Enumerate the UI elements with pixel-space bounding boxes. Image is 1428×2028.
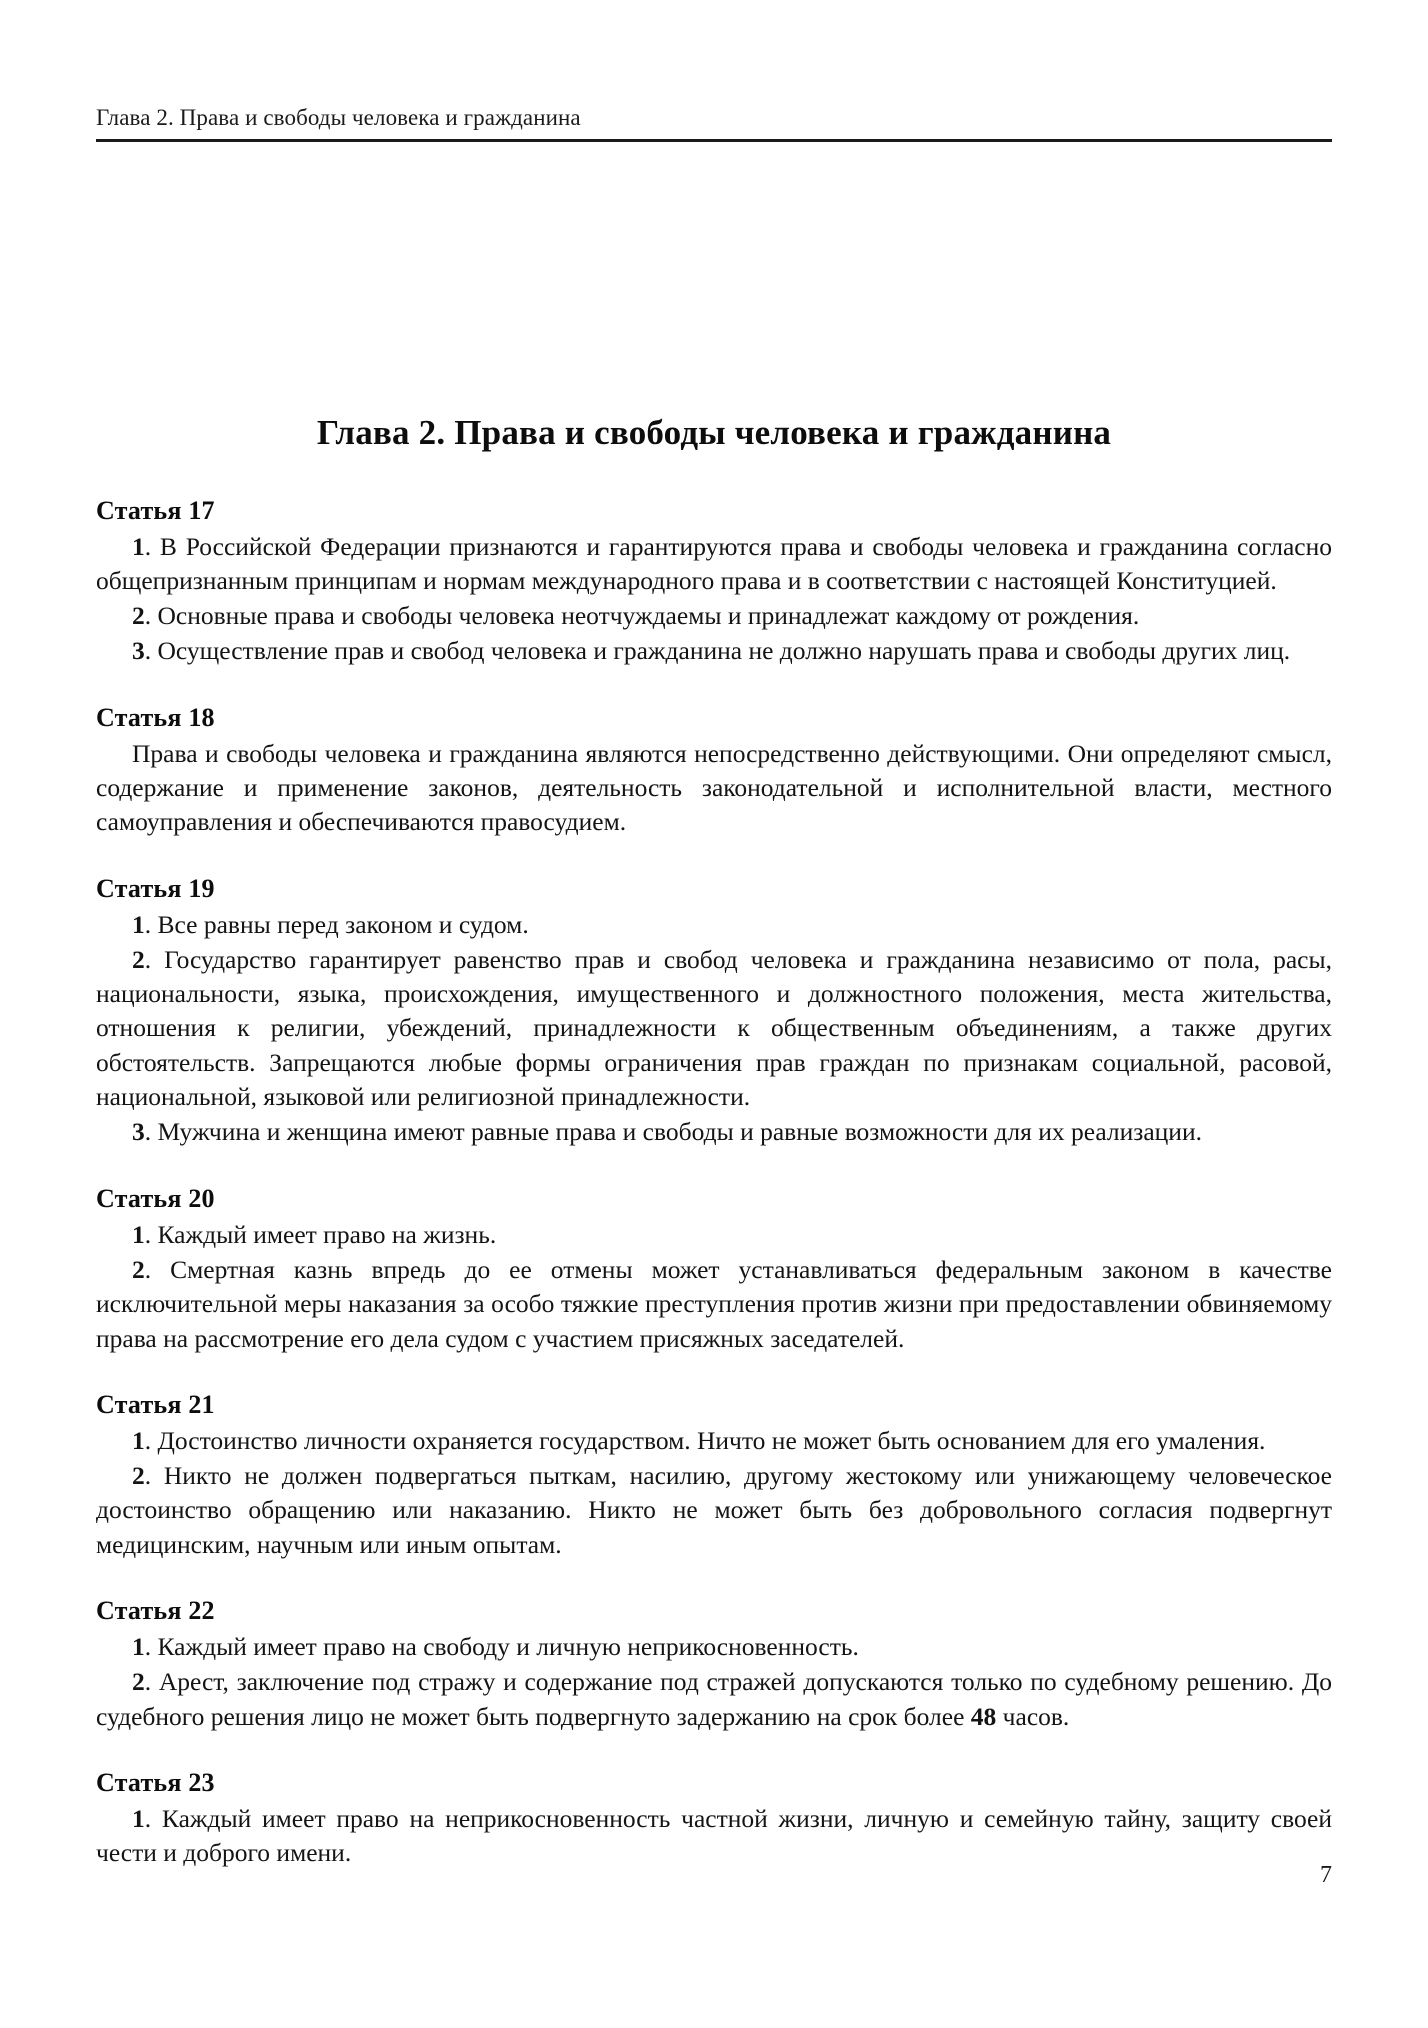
clause-text: . Каждый имеет право на жизнь. (144, 1219, 497, 1249)
clause-text: . Никто не должен подвергаться пыткам, насилию, другому жестокому или унижающему человеческое достоинство обращению или наказанию. Никто не может быть без добровольного согласия подвергнут медицинским, научным или иным опытам. (96, 1461, 1332, 1559)
clause-text: . Арест, заключение под стражу и содержание под стражей допускаются только по судебному решению. До судебного решения лицо не может быть подвергнуто задержанию на срок более (96, 1667, 1332, 1731)
clause-text: часов. (996, 1701, 1070, 1731)
article-section (96, 1184, 1332, 1356)
article-clause (96, 737, 1332, 840)
article-section (96, 1596, 1332, 1734)
clause-text: . Мужчина и женщина имеют равные права и свободы и равные возможности для их реализации. (144, 1117, 1202, 1147)
clause-number: 3 (132, 636, 145, 666)
clause-number: 2 (132, 601, 145, 631)
article-section (96, 1768, 1332, 1871)
clause-text: . Достоинство личности охраняется государством. Ничто не может быть основанием для его умаления. (144, 1425, 1266, 1455)
clause-number: 2 (132, 944, 145, 974)
article-clause (96, 943, 1332, 1114)
article-clause (96, 530, 1332, 599)
article-section (96, 496, 1332, 669)
clause-number: 2 (132, 1461, 145, 1491)
page-number: 7 (1320, 1862, 1332, 1888)
clause-number: 2 (132, 1667, 145, 1697)
clause-text: Права и свободы человека и гражданина являются непосредственно действующими. Они определяют смысл, содержание и применение законов, деятельность законодательной и исполнительной власти, местного самоуправления и обеспечиваются правосудием. (96, 738, 1332, 837)
article-clause (96, 634, 1332, 668)
clause-number: 2 (132, 1254, 145, 1284)
running-header (96, 104, 1332, 142)
clause-text: . Осуществление прав и свобод человека и гражданина не должно нарушать права и свободы других лиц. (144, 636, 1291, 666)
clause-number: 1 (132, 531, 145, 561)
article-section (96, 874, 1332, 1150)
clause-text: . Каждый имеет право на неприкосновенность частной жизни, личную и семейную тайну, защиту своей чести и доброго имени. (96, 1803, 1332, 1868)
clause-number: 1 (132, 1219, 145, 1249)
articles-list (96, 496, 1332, 1871)
running-header-title: Глава 2. Права и свободы человека и гражданина (96, 105, 581, 130)
clause-number: 1 (132, 1803, 145, 1833)
article-heading: Статья 21 (96, 1389, 215, 1419)
article-heading: Статья 19 (96, 873, 215, 903)
article-clause (96, 1115, 1332, 1149)
article-section (96, 1390, 1332, 1562)
article-clause (96, 1630, 1332, 1664)
article-clause (96, 599, 1332, 633)
clause-text: . В Российской Федерации признаются и гарантируются права и свободы человека и гражданина согласно общепризнанным принципам и нормам международного права и в соответствии с настоящей Конституцией. (96, 531, 1332, 595)
article-clause (96, 1218, 1332, 1252)
article-clause (96, 1253, 1332, 1356)
clause-number: 1 (132, 909, 145, 939)
article-section (96, 703, 1332, 840)
article-clause (96, 908, 1332, 942)
article-heading: Статья 18 (96, 702, 215, 732)
clause-text: . Основные права и свободы человека неотчуждаемы и принадлежат каждому от рождения. (144, 601, 1140, 631)
article-heading: Статья 23 (96, 1767, 215, 1797)
clause-text: . Смертная казнь впредь до ее отмены может устанавливаться федеральным законом в качестве исключительной меры наказания за особо тяжкие преступления против жизни при предоставлении обвиняемому права на рассмотрение его дела судом с участием присяжных заседателей. (96, 1254, 1332, 1353)
article-clause (96, 1802, 1332, 1871)
page-title: Глава 2. Права и свободы человека и гражданина (316, 413, 1112, 452)
article-clause (96, 1459, 1332, 1562)
page-content (96, 410, 1332, 1871)
article-clause (96, 1665, 1332, 1734)
article-heading: Статья 22 (96, 1596, 215, 1626)
clause-emphasis-value: 48 (970, 1701, 997, 1731)
clause-text: . Каждый имеет право на свободу и личную неприкосновенность. (144, 1632, 859, 1662)
clause-number: 1 (132, 1425, 145, 1455)
clause-text: . Государство гарантирует равенство прав и свобод человека и гражданина независимо от пола, расы, национальности, языка, происхождения, имущественного и должностного положения, места жительства, отношения к религии, убеждений, принадлежности к общественным объединениям, а также других обстоятельств. Запрещаются любые формы ограничения прав граждан по признакам социальной, расовой, национальной, языковой или религиозной принадлежности. (96, 944, 1332, 1112)
clause-number: 3 (132, 1117, 145, 1147)
article-heading: Статья 17 (96, 495, 215, 525)
clause-text: . Все равны перед законом и судом. (144, 909, 529, 939)
header-divider-rule (96, 139, 1332, 142)
clause-number: 1 (132, 1632, 145, 1662)
article-heading: Статья 20 (96, 1183, 215, 1213)
article-clause (96, 1424, 1332, 1458)
